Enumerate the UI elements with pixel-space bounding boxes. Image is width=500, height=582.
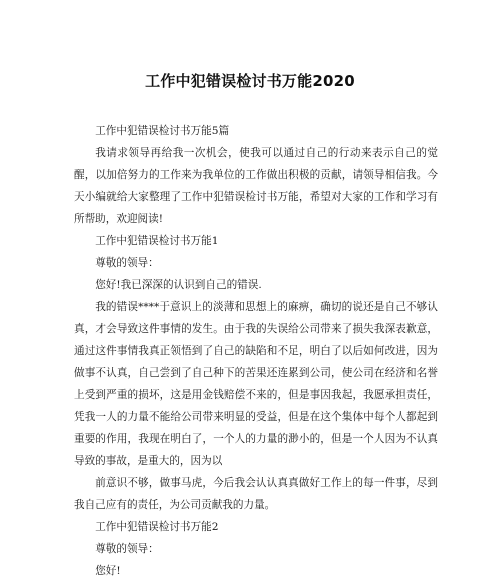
body-paragraph: 前意识不够，做事马虎，今后我会认认真真做好工作上的每一件事，尽到我自己应有的责任，为公司贡献我的力量。	[74, 477, 438, 511]
section-heading: 工作中犯错误检讨书万能1	[95, 235, 219, 247]
body-paragraph: 我的错误****于意识上的淡薄和思想上的麻痹，确切的说还是自己不够认真，才会导致这件事情的发生。由于我的失误给公司带来了损失我深表歉意，通过这件事情我真正领悟到了自己的缺陷和不足，明白了以后如何改进，因为做事不认真，自己尝到了自己种下的苦果还连累到公司，使公司在经济和名誉上受到严重的损坏，这是用金钱赔偿不来的，但是事因我起，我愿承担责任，凭我一人的力量不能给公司带来明显的受益，但是在这个集体中每个人都起到重要的作用，我现在明白了，一个人的力量的渺小的，但是一个人因为不认真导致的事故，是重大的，因为以	[74, 301, 438, 467]
greeting-paragraph: 您好!	[95, 565, 121, 577]
greeting-paragraph: 您好!我已深深的认识到自己的错误.	[95, 279, 262, 291]
intro-paragraph: 我请求领导再给我一次机会，使我可以通过自己的行动来表示自己的觉醒，以加倍努力的工作来为我单位的工作做出积极的贡献，请领导相信我。今天小编就给大家整理了工作中犯错误检讨书万能，希望对大家的工作和学习有所帮助，欢迎阅读!	[74, 147, 438, 225]
salutation: 尊敬的领导：	[95, 257, 159, 269]
section-heading: 工作中犯错误检讨书万能2	[95, 521, 219, 533]
document-body	[74, 120, 438, 582]
salutation: 尊敬的领导：	[95, 543, 159, 555]
section-heading: 工作中犯错误检讨书万能5篇	[95, 125, 230, 137]
document-title: 工作中犯错误检讨书万能2020	[145, 72, 355, 90]
